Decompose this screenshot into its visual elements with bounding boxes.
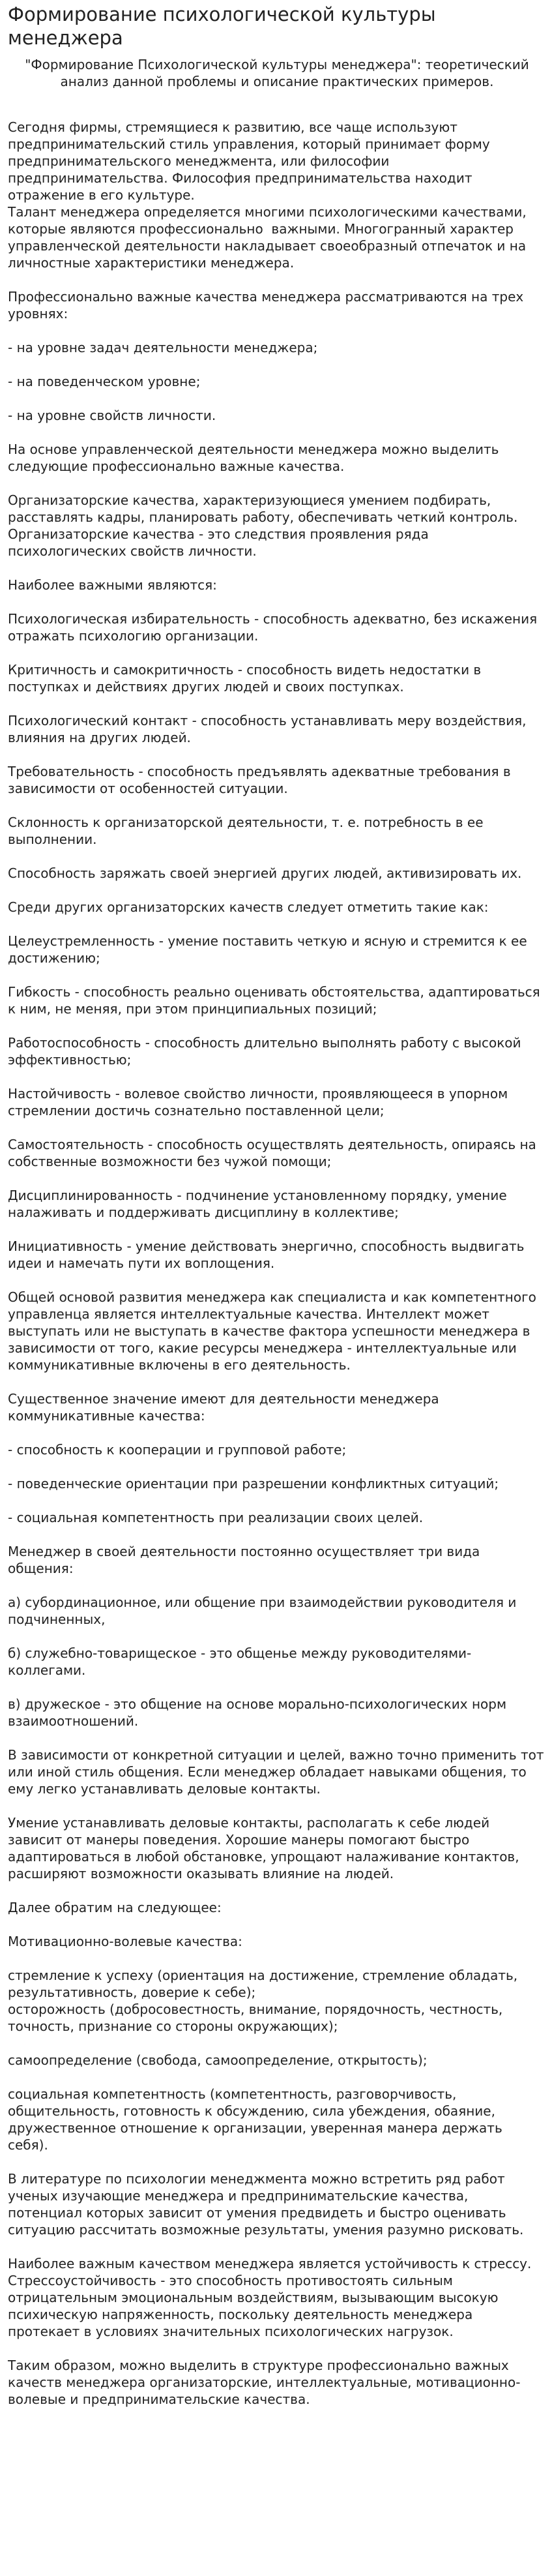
paragraph: Самостоятельность - способность осуществлять деятельность, опираясь на собственные возможности без чужой помощи;: [8, 1137, 541, 1169]
paragraph: На основе управленческой деятельности менеджера можно выделить следующие профессионально важные качества.: [8, 442, 503, 474]
paragraph: Дисциплинированность - подчинение установленному порядку, умение налаживать и поддерживать дисциплину в коллективе;: [8, 1188, 512, 1220]
article-subtitle: "Формирование Психологической культуры менеджера": теоретический анализ данной проблемы и описание практических примеров.: [25, 57, 529, 89]
paragraph: Мотивационно-волевые качества:: [8, 1934, 242, 1949]
paragraph: а) субординационное, или общение при взаимодействии руководителя и подчиненных,: [8, 1595, 521, 1627]
paragraph: - социальная компетентность при реализации своих целей.: [8, 1510, 424, 1525]
paragraph: Настойчивость - волевое свойство личности, проявляющееся в упорном стремлении достичь сознательно поставленной цели;: [8, 1086, 512, 1118]
paragraph: самоопределение (свобода, самоопределение, открытость);: [8, 2052, 428, 2068]
paragraph: - поведенческие ориентации при разрешении конфликтных ситуаций;: [8, 1476, 499, 1491]
article: [8, 3, 546, 2408]
paragraph: - способность к кооперации и групповой работе;: [8, 1442, 347, 1458]
paragraph: Далее обратим на следующее:: [8, 1900, 222, 1915]
paragraph: Инициативность - умение действовать энергично, способность выдвигать идеи и намечать пути их воплощения.: [8, 1238, 529, 1271]
article-body: [8, 119, 546, 2408]
paragraph: Критичность и самокритичность - способность видеть недостатки в поступках и действиях других людей и своих поступках.: [8, 662, 486, 695]
paragraph: Умение устанавливать деловые контакты, располагать к себе людей зависит от манеры поведения. Хорошие манеры помогают быстро адаптироваться в любой обстановке, упрощают налаживание контактов, расширяют возможности оказывать влияние на людей.: [8, 1815, 523, 1881]
paragraph: Психологическая избирательность - способность адекватно, без искажения отражать психологию организации.: [8, 611, 542, 644]
paragraph: Наиболее важным качеством менеджера является устойчивость к стрессу. Стрессоустойчивость - это способность противостоять сильным отрицательным эмоциональным воздействиям, вызывающим высокую психическую напряженность, поскольку деятельность менеджера протекает в условиях значительных психологических нагрузок.: [8, 2256, 536, 2339]
paragraph: Наиболее важными являются:: [8, 577, 217, 593]
paragraph: Психологический контакт - способность устанавливать меру воздействия, влияния на других людей.: [8, 713, 530, 745]
paragraph: социальная компетентность (компетентность, разговорчивость, общительность, готовность к обсуждению, сила убеждения, обаяние, дружественное отношение к организации, уверенная манера держать себя).: [8, 2086, 507, 2153]
paragraph: Среди других организаторских качеств следует отметить такие как:: [8, 899, 489, 915]
paragraph: Способность заряжать своей энергией других людей, активизировать их.: [8, 865, 522, 881]
paragraph: стремление к успеху (ориентация на достижение, стремление обладать, результативность, доверие к себе);: [8, 1968, 522, 2000]
paragraph: В зависимости от конкретной ситуации и целей, важно точно применить тот или иной стиль общения. Если менеджер обладает навыками общения, то ему легко устанавливать деловые контакты.: [8, 1747, 548, 1797]
paragraph: Профессионально важные качества менеджера рассматриваются на трех уровнях:: [8, 289, 528, 322]
paragraph: Организаторские качества, характеризующиеся умением подбирать, расставлять кадры, планировать работу, обеспечивать четкий контроль. Организаторские качества - это следствия проявления ряда психологических свойств личности.: [8, 492, 522, 559]
paragraph: Таким образом, можно выделить в структуре профессионально важных качеств менеджера организаторские, интеллектуальные, мотивационно-волевые и предпринимательские качества.: [8, 2358, 521, 2407]
paragraph: б) служебно-товарищеское - это общенье между руководителями-коллегами.: [8, 1645, 472, 1678]
paragraph: - на уровне свойств личности.: [8, 408, 216, 423]
article-title: Формирование психологической культуры менеджера: [8, 3, 436, 49]
paragraph: - на уровне задач деятельности менеджера;: [8, 340, 318, 355]
paragraph: Гибкость - способность реально оценивать обстоятельства, адаптироваться к ним, не меняя, при этом принципиальных позиций;: [8, 984, 545, 1017]
paragraph: осторожность (добросовестность, внимание, порядочность, честность, точность, признание со стороны окружающих);: [8, 2001, 507, 2034]
paragraph: Целеустремленность - умение поставить четкую и ясную и стремится к ее достижению;: [8, 933, 531, 966]
paragraph: - на поведенческом уровне;: [8, 374, 201, 389]
paragraph: В литературе по психологии менеджмента можно встретить ряд работ ученых изучающие менеджера и предпринимательские качества, потенциал которых зависит от умения предвидеть и быстро оценивать ситуацию рассчитать возможные результаты, умения разумно рисковать.: [8, 2171, 524, 2238]
paragraph: Менеджер в своей деятельности постоянно осуществляет три вида общения:: [8, 1544, 484, 1576]
paragraph: в) дружеское - это общение на основе морально-психологических норм взаимоотношений.: [8, 1696, 511, 1729]
paragraph: Общей основой развития менеджера как специалиста и как компетентного управленца является интеллектуальные качества. Интеллект может выступать или не выступать в качестве фактора успешности менеджера в зависимости от того, какие ресурсы менеджера - интеллектуальные или коммуникативные включены в его деятельность.: [8, 1289, 541, 1373]
paragraph: Существенное значение имеют для деятельности менеджера коммуникативные качества:: [8, 1391, 444, 1424]
paragraph: Склонность к организаторской деятельности, т. е. потребность в ее выполнении.: [8, 815, 487, 847]
paragraph: Сегодня фирмы, стремящиеся к развитию, все чаще используют предпринимательский стиль управления, который принимает форму предпринимательского менеджмента, или философии предпринимательства. Философия предпринимательства находит отражение в его культуре.: [8, 119, 495, 203]
paragraph: Работоспособность - способность длительно выполнять работу с высокой эффективностью;: [8, 1035, 525, 1068]
paragraph: Талант менеджера определяется многими психологическими качествами, которые являются профессионально важными. Многогранный характер управленческой деятельности накладывает своеобразный отпечаток и на личностные характеристики менеджера.: [8, 204, 531, 271]
paragraph: Требовательность - способность предъявлять адекватные требования в зависимости от особенностей ситуации.: [8, 764, 516, 796]
